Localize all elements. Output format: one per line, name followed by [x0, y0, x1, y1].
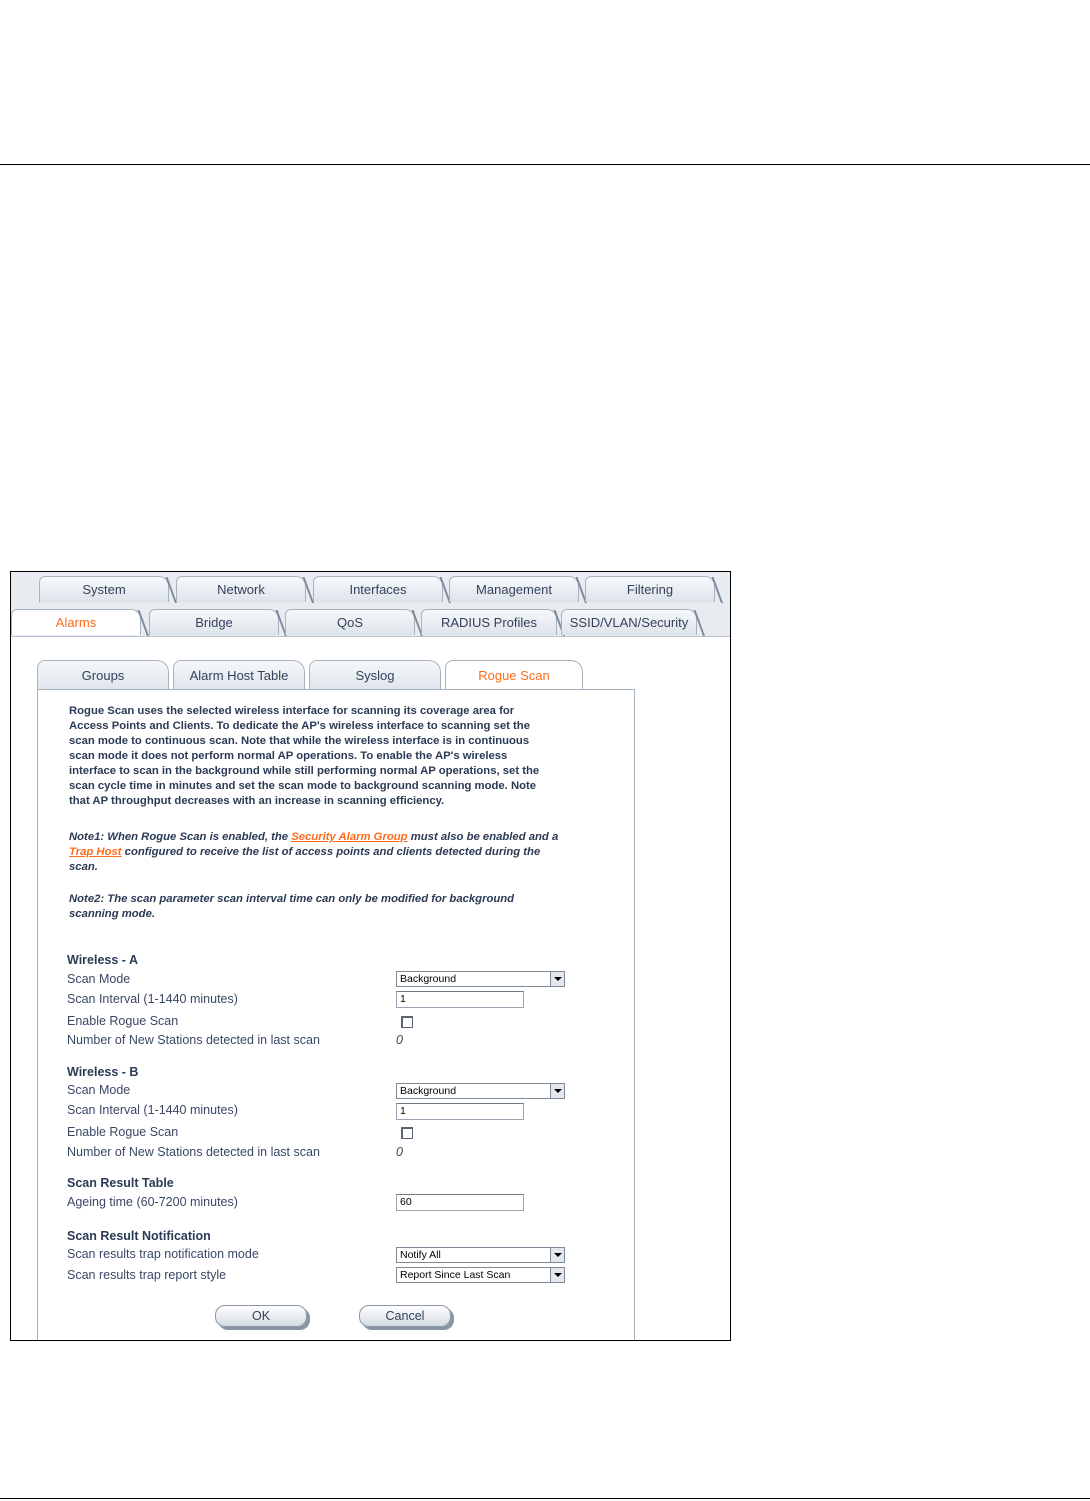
subtab-alarm-host-table[interactable]: Alarm Host Table — [173, 660, 305, 689]
ageing-time-input[interactable]: 60 — [396, 1194, 524, 1211]
wireless-a-scan-mode-select[interactable]: Background — [396, 971, 565, 987]
security-alarm-group-link[interactable]: Security Alarm Group — [291, 831, 408, 843]
chevron-down-icon — [550, 1248, 564, 1262]
alarms-sub-tabs — [37, 660, 635, 690]
scan-result-notification-title: Scan Result Notification — [67, 1229, 211, 1243]
wireless-b-scan-mode-label: Scan Mode — [67, 1083, 131, 1097]
wireless-b-scan-interval-input[interactable]: 1 — [396, 1103, 524, 1120]
wireless-a-stations-label: Number of New Stations detected in last scan — [67, 1033, 320, 1047]
tab-radius-profiles[interactable]: RADIUS Profiles — [421, 609, 557, 635]
wireless-a-title: Wireless - A — [67, 953, 138, 967]
rogue-scan-description — [69, 704, 599, 809]
description-line: interface to scan in the background while still performing normal AP operations, set the — [69, 765, 540, 777]
note1-text: scan. — [69, 861, 98, 873]
tab-management[interactable]: Management — [449, 576, 579, 602]
chevron-down-icon — [550, 972, 564, 986]
rogue-scan-screenshot — [10, 571, 731, 1341]
tab-filtering[interactable]: Filtering — [585, 576, 715, 602]
wireless-b-scan-interval-label: Scan Interval (1-1440 minutes) — [67, 1103, 238, 1117]
note1 — [69, 830, 599, 875]
description-line: that AP throughput decreases with an increase in scanning efficiency. — [69, 795, 445, 807]
note2 — [69, 892, 599, 922]
wireless-b-title: Wireless - B — [67, 1065, 139, 1079]
notification-mode-select[interactable]: Notify All — [396, 1247, 565, 1263]
page-bottom-rule — [0, 1498, 1090, 1499]
chevron-down-icon — [550, 1084, 564, 1098]
wireless-b-stations-value: 0 — [396, 1145, 403, 1159]
note2-text: Note2: The scan parameter scan interval time can only be modified for background — [69, 893, 515, 905]
top-tab-row-1 — [11, 572, 730, 605]
tab-qos[interactable]: QoS — [285, 609, 415, 635]
cancel-button[interactable]: Cancel — [359, 1305, 451, 1327]
note2-text: scanning mode. — [69, 908, 155, 920]
chevron-down-icon — [550, 1268, 564, 1282]
wireless-a-stations-value: 0 — [396, 1033, 403, 1047]
subtab-groups[interactable]: Groups — [37, 660, 169, 689]
description-line: scan mode it does not perform normal AP operations. To enable the AP's wireless — [69, 750, 508, 762]
ok-button[interactable]: OK — [215, 1305, 307, 1327]
scan-result-table-title: Scan Result Table — [67, 1176, 174, 1190]
wireless-a-enable-checkbox[interactable] — [401, 1016, 413, 1028]
note1-text: configured to receive the list of access points and clients detected during the — [121, 846, 541, 858]
tab-alarms[interactable]: Alarms — [11, 609, 141, 635]
wireless-a-scan-mode-label: Scan Mode — [67, 972, 131, 986]
report-style-select[interactable]: Report Since Last Scan — [396, 1267, 565, 1283]
wireless-a-enable-label: Enable Rogue Scan — [67, 1014, 179, 1028]
description-line: scan mode to continuous scan. Note that while the wireless interface is in continuous — [69, 735, 530, 747]
report-style-label: Scan results trap report style — [67, 1268, 227, 1282]
subtab-rogue-scan[interactable]: Rogue Scan — [445, 660, 583, 689]
tab-interfaces[interactable]: Interfaces — [313, 576, 443, 602]
page-top-rule — [0, 164, 1090, 165]
wireless-b-scan-mode-select[interactable]: Background — [396, 1083, 565, 1099]
description-line: Access Points and Clients. To dedicate the AP's wireless interface to scanning set the — [69, 720, 530, 732]
ageing-time-label: Ageing time (60-7200 minutes) — [67, 1195, 238, 1209]
tab-bridge[interactable]: Bridge — [149, 609, 279, 635]
wireless-a-scan-interval-input[interactable]: 1 — [396, 991, 524, 1008]
trap-host-link[interactable]: Trap Host — [69, 846, 122, 858]
tab-ssid-vlan-security[interactable]: SSID/VLAN/Security — [561, 609, 697, 635]
tab-network[interactable]: Network — [176, 576, 306, 602]
note1-text: must also be enabled and a — [407, 831, 559, 843]
notification-mode-label: Scan results trap notification mode — [67, 1247, 259, 1261]
wireless-b-stations-label: Number of New Stations detected in last scan — [67, 1145, 320, 1159]
description-line: Rogue Scan uses the selected wireless interface for scanning its coverage area for — [69, 705, 515, 717]
wireless-b-enable-label: Enable Rogue Scan — [67, 1125, 179, 1139]
description-line: scan cycle time in minutes and set the scan mode to background scanning mode. Note — [69, 780, 537, 792]
top-tab-row-2 — [11, 605, 730, 637]
subtab-syslog[interactable]: Syslog — [309, 660, 441, 689]
wireless-a-scan-interval-label: Scan Interval (1-1440 minutes) — [67, 992, 238, 1006]
note1-text: Note1: When Rogue Scan is enabled, the — [69, 831, 292, 843]
wireless-b-enable-checkbox[interactable] — [401, 1127, 413, 1139]
tab-system[interactable]: System — [39, 576, 169, 602]
